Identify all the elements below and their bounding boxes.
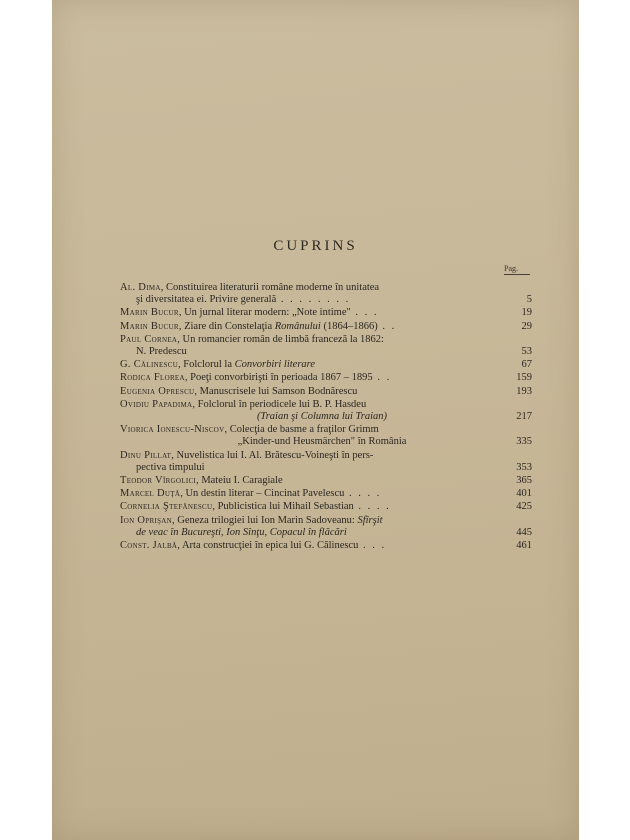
toc-entry (120, 450, 532, 474)
toc-line (120, 282, 532, 294)
toc-author: Eugenia Oprescu (120, 385, 195, 397)
toc-author: Marin Bucur (120, 307, 179, 319)
toc-leader-dots: . . (372, 372, 392, 384)
toc-leader-dots: . . (377, 320, 397, 332)
toc-leader-dots: . . . (350, 307, 379, 319)
toc-page-number: 335 (516, 436, 532, 448)
toc-line (120, 321, 532, 333)
toc-page-number: 401 (516, 488, 532, 500)
toc-page-number: 353 (516, 461, 532, 473)
toc-page-number: 217 (516, 411, 532, 423)
toc-page-number: 461 (516, 540, 532, 552)
toc-title: , Arta construcţiei în epica lui G. Călinescu (177, 540, 359, 552)
toc-author: G. Călinescu (120, 359, 179, 371)
toc-page-number: 193 (516, 385, 532, 397)
toc-leader-dots: . . . (358, 540, 387, 552)
toc-line (120, 346, 532, 358)
toc-line (120, 307, 532, 319)
toc-leader-dots: . . . . . . . . (276, 294, 351, 306)
toc-entry (120, 424, 532, 448)
toc-entry (120, 399, 532, 423)
toc-title: , Folclorul la (178, 359, 235, 371)
toc-line (120, 294, 532, 306)
toc-title: pectiva timpului (136, 461, 205, 473)
toc-title-italic: Convorbiri literare (234, 359, 316, 371)
toc-title: , Geneza trilogiei lui Ion Marin Sadoveanu: (172, 514, 358, 526)
toc-author: Marcel Duţă (120, 488, 181, 500)
toc-line (120, 462, 532, 474)
toc-author: Rodica Florea (120, 372, 185, 384)
toc-line (120, 411, 532, 423)
book-page (52, 0, 579, 840)
toc-title-italic: Românului (274, 320, 321, 332)
toc-leader-dots: . . . . (353, 501, 391, 513)
toc-title: , Ziare din Constelaţia (178, 320, 275, 332)
toc-author: Paul Cornea (120, 333, 178, 345)
toc-line (120, 424, 532, 436)
toc-page-number: 445 (516, 526, 532, 538)
toc-page-number: 5 (526, 294, 532, 306)
toc-line (120, 372, 532, 384)
toc-author: Const. Jalbă (120, 540, 178, 552)
toc-entry (120, 334, 532, 358)
toc-page-number: 53 (521, 346, 532, 358)
toc-entry (120, 359, 532, 371)
toc-page-number: 29 (521, 320, 532, 332)
toc-author: Al. Dima (120, 282, 161, 293)
toc-line (120, 515, 532, 527)
toc-page-number: 67 (521, 359, 532, 371)
toc-title-italic: (Traian şi Columna lui Traian) (256, 411, 388, 423)
toc-entry (120, 515, 532, 539)
toc-entry (120, 307, 532, 319)
toc-title: , Poeţi convorbirişti în perioada 1867 – 1895 (184, 372, 373, 384)
toc-line (120, 450, 532, 462)
toc-line (120, 386, 532, 398)
toc-title: (1864–1866) (320, 320, 378, 332)
toc-line (120, 475, 532, 487)
toc-line (120, 436, 532, 448)
toc-line (120, 399, 532, 411)
toc-page-number: 365 (516, 475, 532, 487)
toc-author: Cornelia Ştefănescu (120, 501, 213, 513)
toc-title: , Colecţia de basme a fraţilor Grimm (224, 424, 379, 436)
toc-title: , Publicistica lui Mihail Sebastian (212, 501, 354, 513)
toc-entry (120, 282, 532, 306)
toc-title: şi diversitatea ei. Privire generală (136, 294, 277, 306)
toc-author: Marin Bucur (120, 320, 179, 332)
toc-title: , Manuscrisele lui Samson Bodnărescu (194, 385, 358, 397)
toc-title: , Mateiu I. Caragiale (196, 475, 283, 487)
toc-page-number: 159 (516, 372, 532, 384)
toc-title: N. Predescu (136, 346, 187, 358)
toc-author: Ion Oprişan (120, 514, 173, 526)
toc-author: Teodor Vîrgolici (120, 475, 197, 487)
toc-title: , Folclorul în periodicele lui B. P. Hasdeu (192, 398, 367, 410)
toc-title-italic: de veac în Bucureşti, Ion Sînţu, Copacul în flăcări (136, 526, 347, 538)
toc-author: Dinu Pillat (120, 449, 172, 461)
toc-author: Ovidiu Papadima (120, 398, 193, 410)
toc-author: Viorica Ionescu-Niscov (120, 424, 225, 436)
table-of-contents (120, 282, 532, 553)
toc-entry (120, 488, 532, 500)
toc-page-number: 19 (521, 307, 532, 319)
toc-entry (120, 321, 532, 333)
toc-line (120, 527, 532, 539)
toc-line (120, 334, 532, 346)
toc-entry (120, 386, 532, 398)
toc-line (120, 501, 532, 513)
toc-title-italic: Sfîrşit (357, 514, 383, 526)
toc-title: , Un romancier român de limbă franceză la 1862: (177, 333, 384, 345)
toc-title: , Constituirea literaturii române moderne în unitatea (160, 282, 380, 293)
toc-entry (120, 501, 532, 513)
toc-page-number: 425 (516, 501, 532, 513)
page-column-label: Pag. (504, 264, 530, 275)
toc-title: , Un jurnal literar modern: „Note intime" (178, 307, 351, 319)
toc-entry (120, 475, 532, 487)
toc-title: „Kinder-und Heusmärchen" în România (237, 436, 407, 448)
toc-line (120, 359, 532, 371)
toc-title: , Un destin literar – Cincinat Pavelescu (180, 488, 345, 500)
toc-entry (120, 372, 532, 384)
toc-line (120, 540, 532, 552)
page-title: CUPRINS (273, 238, 358, 254)
toc-line (120, 488, 532, 500)
toc-entry (120, 540, 532, 552)
toc-title: , Nuvelistica lui I. Al. Brătescu-Voineşti în pers- (171, 449, 374, 461)
toc-leader-dots: . . . . (344, 488, 382, 500)
